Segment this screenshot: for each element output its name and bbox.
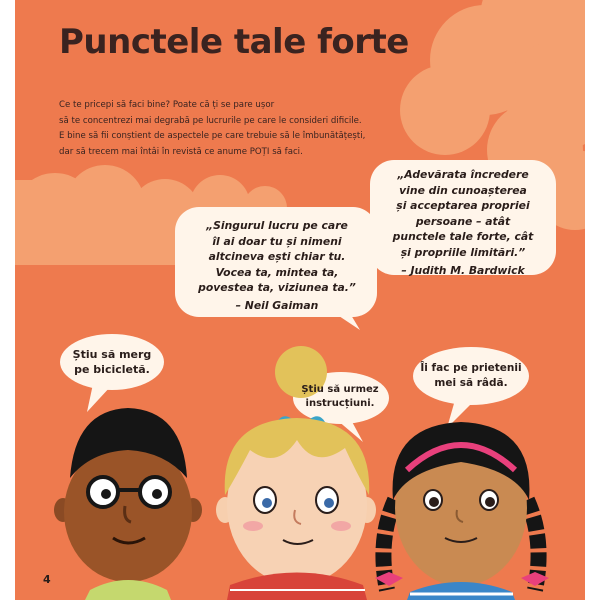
intro-paragraph bbox=[59, 98, 439, 160]
quote-line: și acceptarea propriei bbox=[396, 199, 530, 213]
book-page bbox=[15, 0, 585, 600]
intro-line: E bine să fii conștient de aspectele pe care trebuie să le îmbunătățești, bbox=[59, 131, 366, 141]
intro-line: Ce te pricepi să faci bine? Poate că ți se pare ușor bbox=[59, 100, 275, 110]
speech-line: mei să râdă. bbox=[434, 376, 508, 389]
speech-line: Știu să urmez bbox=[301, 384, 379, 395]
intro-line: să te concentrezi mai degrabă pe lucrurile pe care le consideri dificile. bbox=[59, 115, 362, 126]
speech-text-blonde bbox=[293, 383, 387, 411]
quote-gaiman bbox=[176, 218, 378, 314]
speech-text-girl bbox=[415, 361, 527, 390]
quote-author: – Neil Gaiman bbox=[235, 298, 319, 312]
braided-girl-character bbox=[375, 422, 549, 600]
page-title: Punctele tale forte bbox=[59, 22, 409, 62]
speech-line: Știu să merg bbox=[72, 348, 152, 361]
speech-text-boy bbox=[52, 347, 172, 377]
quote-author: – Judith M. Bardwick bbox=[401, 263, 525, 277]
quote-line: persoane – atât bbox=[415, 214, 511, 228]
quote-line: altcineva ești chiar tu. bbox=[208, 250, 346, 264]
quote-bardwick bbox=[370, 167, 556, 278]
speech-line: Îi fac pe prietenii bbox=[420, 362, 522, 374]
quote-line: povestea ta, viziunea ta.” bbox=[198, 281, 356, 295]
quote-line: „Singurul lucru pe care bbox=[206, 219, 348, 232]
boy-character bbox=[54, 408, 202, 600]
quote-line: îl ai doar tu și nimeni bbox=[212, 234, 342, 248]
quote-line: „Adevărata încredere bbox=[397, 168, 529, 181]
quote-line: Vocea ta, mintea ta, bbox=[215, 265, 339, 279]
quote-line: vine din cunoașterea bbox=[399, 183, 527, 197]
quote-line: punctele tale forte, cât bbox=[392, 230, 534, 244]
speech-line: instrucțiuni. bbox=[305, 398, 375, 409]
page-number: 4 bbox=[43, 573, 51, 586]
speech-line: pe bicicletă. bbox=[74, 363, 150, 376]
intro-line: dar să trecem mai întâi în revistă ce anume POȚI să faci. bbox=[59, 146, 303, 157]
quote-line: și propriile limitări.” bbox=[400, 245, 526, 259]
